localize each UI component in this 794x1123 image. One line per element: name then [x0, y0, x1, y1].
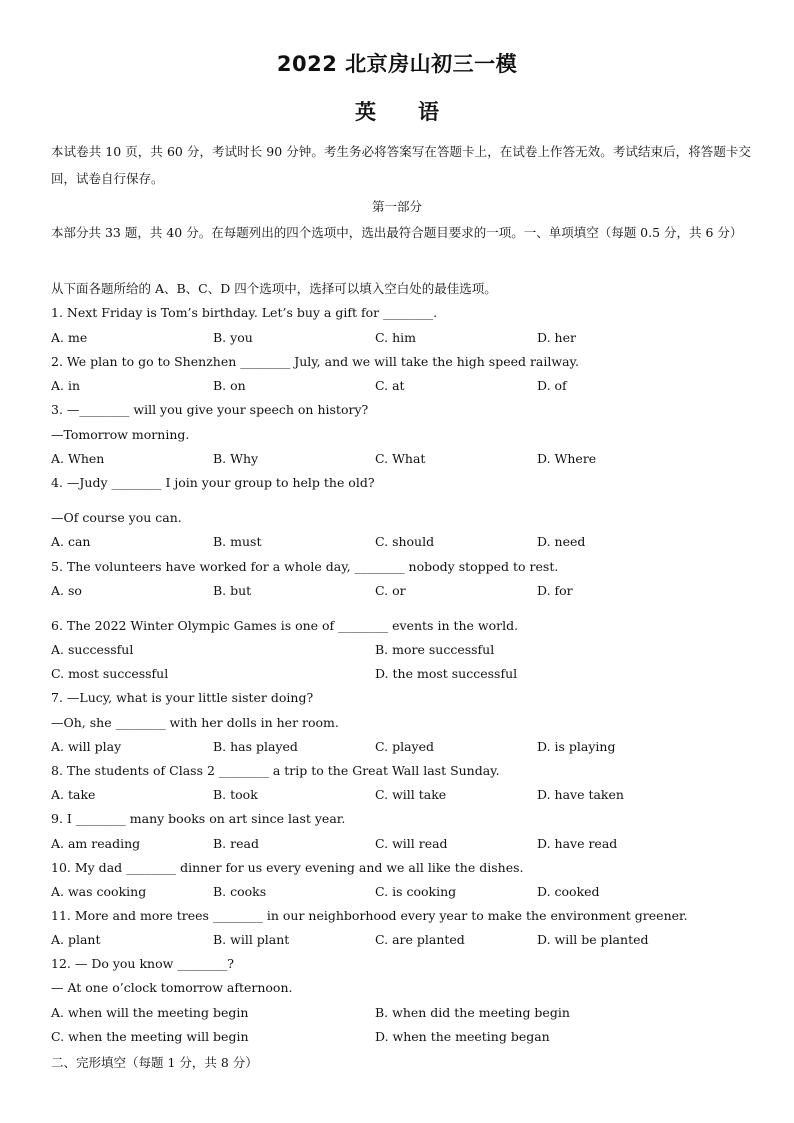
option-d: D. cooked — [537, 884, 600, 899]
option-a: A. plant — [51, 932, 101, 947]
option-d: D. have taken — [537, 787, 624, 802]
option-a: A. can — [51, 534, 91, 549]
question-stem: 6. The 2022 Winter Olympic Games is one of ________ events in the world. — [51, 618, 519, 633]
option-a: A. when will the meeting begin — [51, 1005, 249, 1020]
option-c: C. or — [375, 583, 406, 598]
option-b: B. cooks — [213, 884, 267, 899]
part-one-description: 本部分共 33 题，共 40 分。在每题列出的四个选项中，选出最符合题目要求的一项。一、单项填空（每题 0.5 分，共 6 分） — [51, 225, 743, 240]
option-c: C. played — [375, 739, 434, 754]
option-c: C. are planted — [375, 932, 465, 947]
question-stem: 3. —________ will you give your speech on history? — [51, 402, 369, 417]
option-a: A. will play — [51, 739, 122, 754]
option-d: D. of — [537, 378, 567, 393]
option-a: A. am reading — [51, 836, 141, 851]
option-b: B. has played — [213, 739, 298, 754]
option-b: B. must — [213, 534, 262, 549]
option-a: A. so — [51, 583, 82, 598]
option-d: D. when the meeting began — [375, 1029, 550, 1044]
part-one-title: 第一部分 — [371, 199, 422, 214]
option-a: A. was cooking — [51, 884, 147, 899]
option-b: B. will plant — [213, 932, 290, 947]
exam-subject: 英语 — [355, 100, 481, 124]
option-d: D. is playing — [537, 739, 616, 754]
question-stem: 2. We plan to go to Shenzhen ________ July, and we will take the high speed railway. — [51, 354, 579, 369]
option-b: B. Why — [213, 451, 259, 466]
option-a: A. me — [51, 330, 88, 345]
part-two-title: 二、完形填空（每题 1 分，共 8 分） — [51, 1055, 258, 1070]
exam-title: 2022 北京房山初三一模 — [276, 52, 518, 76]
option-a: A. in — [51, 378, 81, 393]
option-b: B. but — [213, 583, 252, 598]
option-d: D. her — [537, 330, 576, 345]
option-b: B. you — [213, 330, 253, 345]
option-b: B. on — [213, 378, 246, 393]
question-stem: 5. The volunteers have worked for a whole day, ________ nobody stopped to rest. — [51, 559, 559, 574]
option-b: B. when did the meeting begin — [375, 1005, 570, 1020]
option-c: C. is cooking — [375, 884, 457, 899]
exam-instructions: 本试卷共 10 页，共 60 分，考试时长 90 分钟。考生务必将答案写在答题卡上，在试卷上作答无效。考试结束后，将答题卡交回，试卷自行保存。 — [51, 144, 751, 186]
option-c: C. when the meeting will begin — [51, 1029, 249, 1044]
option-c: C. him — [375, 330, 416, 345]
option-d: D. will be planted — [537, 932, 649, 947]
question-stem: 1. Next Friday is Tom’s birthday. Let’s buy a gift for ________. — [51, 305, 438, 320]
option-c: C. most successful — [51, 666, 169, 681]
section-instruction: 从下面各题所给的 A、B、C、D 四个选项中，选择可以填入空白处的最佳选项。 — [51, 281, 497, 296]
option-a: A. successful — [51, 642, 134, 657]
option-d: D. need — [537, 534, 586, 549]
option-d: D. Where — [537, 451, 597, 466]
option-a: A. When — [51, 451, 105, 466]
option-c: C. at — [375, 378, 405, 393]
option-a: A. take — [51, 787, 96, 802]
question-response: — At one o’clock tomorrow afternoon. — [51, 980, 293, 995]
question-response: —Of course you can. — [51, 510, 182, 525]
question-response: —Oh, she ________ with her dolls in her room. — [51, 715, 339, 730]
question-stem: 4. —Judy ________ I join your group to help the old? — [51, 475, 375, 490]
option-b: B. took — [213, 787, 258, 802]
question-response: —Tomorrow morning. — [51, 427, 190, 442]
option-d: D. the most successful — [375, 666, 518, 681]
question-stem: 11. More and more trees ________ in our neighborhood every year to make the environment greener. — [51, 908, 688, 923]
option-c: C. What — [375, 451, 426, 466]
option-d: D. for — [537, 583, 573, 598]
option-d: D. have read — [537, 836, 618, 851]
option-c: C. will take — [375, 787, 447, 802]
question-stem: 7. —Lucy, what is your little sister doing? — [51, 690, 314, 705]
option-c: C. should — [375, 534, 435, 549]
question-stem: 12. — Do you know ________? — [51, 956, 234, 971]
option-b: B. read — [213, 836, 259, 851]
option-b: B. more successful — [375, 642, 495, 657]
question-stem: 10. My dad ________ dinner for us every evening and we all like the dishes. — [51, 860, 524, 875]
question-stem: 9. I ________ many books on art since last year. — [51, 811, 346, 826]
question-stem: 8. The students of Class 2 ________ a trip to the Great Wall last Sunday. — [51, 763, 500, 778]
option-c: C. will read — [375, 836, 448, 851]
